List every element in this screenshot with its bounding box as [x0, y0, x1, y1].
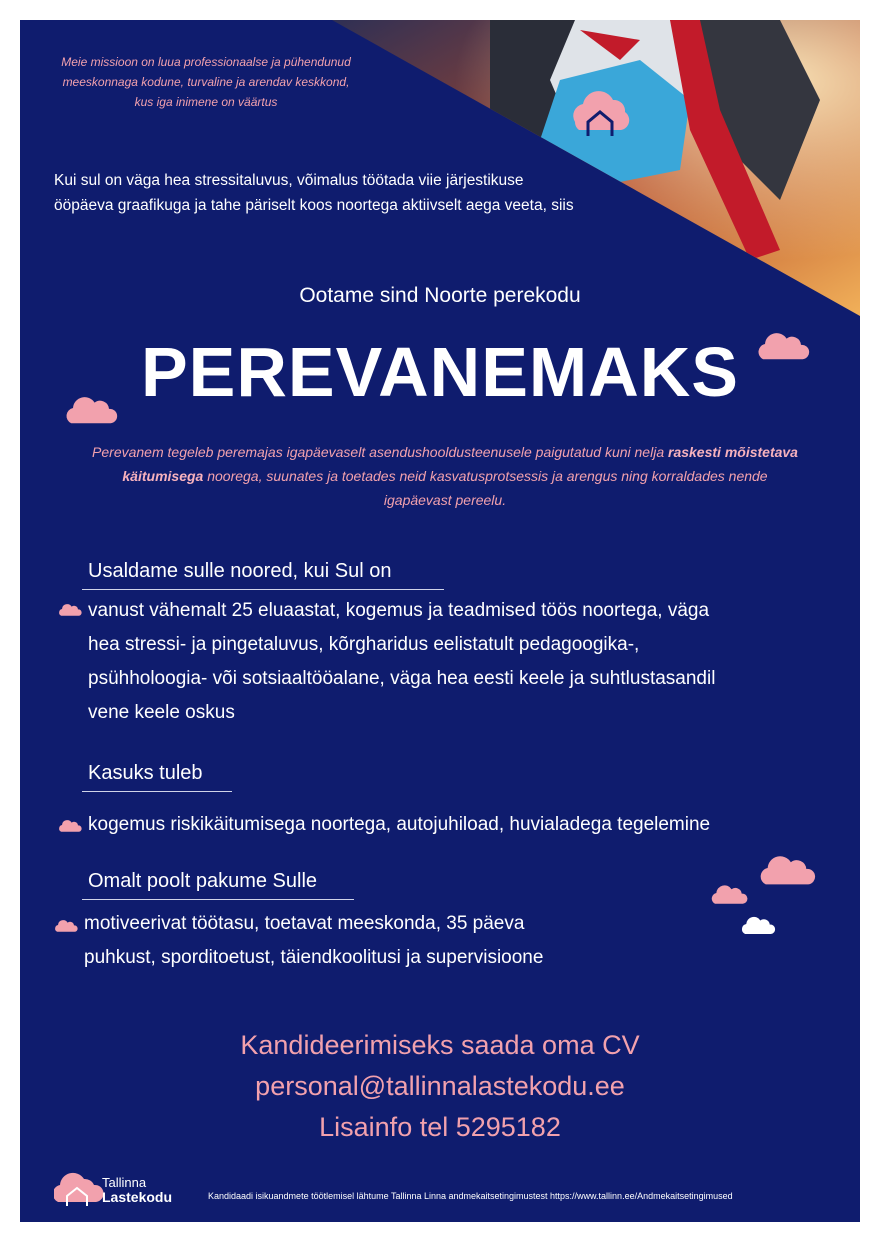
contact-email-link[interactable]: personal@tallinnalastekodu.ee	[255, 1071, 625, 1101]
requirements-list	[88, 594, 828, 730]
description-text: Perevanem tegeleb peremajas igapäevaselt asendushooldusteenusele paigutatud kuni nelja	[92, 444, 668, 460]
offer-heading: Omalt poolt pakume Sulle	[82, 870, 354, 900]
advantage-heading: Kasuks tuleb	[82, 762, 232, 792]
logo-wordmark	[102, 1175, 172, 1205]
cloud-icon	[58, 818, 82, 832]
list-item: hea stressi- ja pingetaluvus, kõrgharidus eelistatult pedagoogika-,	[88, 634, 640, 655]
description-emphasis: raskesti mõistetava käitumisega	[122, 444, 798, 484]
contact-instruction: Kandideerimiseks saada oma CV	[240, 1030, 640, 1060]
description-text: noorega, suunates ja toetades neid kasvatusprotsessis ja arengus ning korraldades nende igapäevast pereelu.	[203, 468, 768, 508]
mission-line: meeskonnaga kodune, turvaline ja arendav keskkond,	[62, 75, 350, 89]
intro-line: ööpäeva graafikuga ja tahe päriselt koos noortega aktiivselt aega veeta, siis	[54, 197, 574, 214]
mission-statement	[56, 52, 356, 112]
poster	[20, 20, 860, 1222]
privacy-footer: Kandidaadi isikuandmete töötlemisel lähtume Tallinna Linna andmekaitsetingimustest https://www.tallinn.ee/Andmekaitsetingimused	[208, 1191, 733, 1201]
list-item: motiveerivat töötasu, toetavat meeskonda, 35 päeva	[84, 913, 525, 934]
lead-text: Ootame sind Noorte perekodu	[299, 284, 581, 307]
cloud-icon	[64, 392, 118, 424]
intro-text	[54, 168, 614, 218]
intro-line: Kui sul on väga hea stressitaluvus, võimalus töötada viie järjestikuse	[54, 172, 524, 189]
cloud-icon	[58, 602, 82, 616]
requirements-heading: Usaldame sulle noored, kui Sul on	[82, 560, 444, 590]
job-description	[90, 440, 800, 512]
mission-line: Meie missioon on luua professionaalse ja pühendunud	[61, 55, 351, 69]
list-item: vene keele oskus	[88, 702, 235, 723]
logo-line: Tallinna	[102, 1175, 147, 1190]
cloud-icon	[740, 914, 776, 934]
offer-list	[84, 907, 684, 975]
advantage-list	[88, 808, 828, 842]
mission-line: kus iga inimene on väärtus	[134, 95, 278, 109]
cloud-icon	[710, 882, 748, 904]
cloud-icon	[54, 918, 78, 932]
list-item: psühholoogia- või sotsiaaltööalane, väga hea eesti keele ja suhtlustasandil	[88, 668, 716, 689]
logo-line: Lastekodu	[102, 1189, 173, 1205]
contact-phone: Lisainfo tel 5295182	[319, 1112, 561, 1142]
cloud-icon	[758, 850, 816, 886]
list-item: puhkust, sporditoetust, täiendkoolitusi ja supervisioone	[84, 947, 544, 968]
cloud-icon	[756, 328, 810, 360]
list-item: kogemus riskikäitumisega noortega, autojuhiload, huvialadega tegelemine	[88, 814, 711, 835]
contact-block	[20, 1025, 860, 1148]
page-title: PEREVANEMAKS	[140, 333, 739, 411]
list-item: vanust vähemalt 25 eluaastat, kogemus ja teadmised töös noortega, väga	[88, 600, 710, 621]
